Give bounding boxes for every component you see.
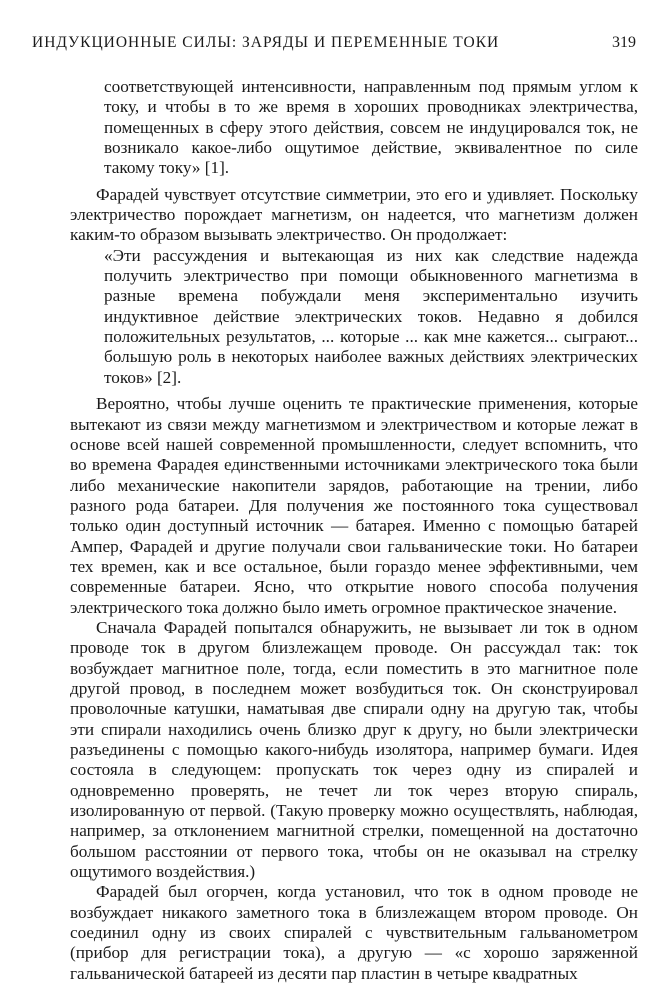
paragraph: Фарадей был огорчен, когда установил, что ток в одном проводе не возбуждает никакого заметного тока в близлежащем втором проводе. Он соединил одну из своих спиралей с чувствительным гальванометром (прибор для регистрации тока), а другую — «с хорошо заряженной гальванической батареей из десяти пар пластин в четыре квадратных: [70, 882, 638, 983]
paragraph: Фарадей чувствует отсутствие симметрии, это его и удивляет. Поскольку электричество порождает магнетизм, он надеется, что магнетизм должен каким-то образом вызывать электричество. Он продолжает:: [70, 184, 638, 245]
running-title: ИНДУКЦИОННЫЕ СИЛЫ: ЗАРЯДЫ И ПЕРЕМЕННЫЕ ТОКИ: [32, 34, 500, 51]
running-header: [32, 34, 636, 56]
quote-continuation: соответствующей интенсивности, направленным под прямым углом к току, и чтобы в то же время в хороших проводниках электричества, помещенных в сферу этого действия, совсем не индуцировался ток, не возникало какое-либо ощутимое действие, эквивалентное по силе такому току» [1].: [104, 77, 638, 178]
paragraph: Вероятно, чтобы лучше оценить те практические применения, которые вытекают из связи между магнетизмом и электричеством и которые лежат в основе всей нашей современной промышленности, следует вспомнить, что во времена Фарадея единственными источниками электрического тока были либо механические накопители зарядов, работающие на трении, либо разного рода батареи. Для получения же постоянного тока существовал только один доступный источник — батарея. Именно с помощью батарей Ампер, Фарадей и другие получали свои гальванические токи. Но батареи тех времен, как и все остальное, были гораздо менее эффективными, чем современные батареи. Ясно, что открытие нового способа получения электрического тока должно было иметь огромное практическое значение.: [70, 394, 638, 617]
body-text: [70, 77, 638, 984]
paragraph: Сначала Фарадей попытался обнаружить, не вызывает ли ток в одном проводе ток в другом близлежащем проводе. Он рассуждал так: ток возбуждает магнитное поле, тогда, если поместить в это магнитное поле другой провод, в последнем может возбудиться ток. Он сконструировал проволочные катушки, наматывая две спирали одну на другую так, чтобы эти спирали находились очень близко друг к другу, но были электрически разъединены с помощью какого-нибудь изолятора, например бумаги. Идея состояла в следующем: пропускать ток через одну из спиралей и одновременно проверять, не течет ли ток через вторую спираль, изолированную от первой. (Такую проверку можно осуществлять, наблюдая, например, за отклонением магнитной стрелки, помещенной на достаточно большом расстоянии от первого тока, чтобы он не оказывал на стрелку ощутимого воздействия.): [70, 617, 638, 882]
block-quote: «Эти рассуждения и вытекающая из них как следствие надежда получить электричество при помощи обыкновенного магнетизма в разные времена побуждали меня экспериментально изучить индуктивное действие электрических токов. Недавно я добился положительных результатов, ... которые ... как мне кажется... сыграют... большую роль в некоторых наиболее важных действиях электрических токов» [2].: [104, 245, 638, 387]
page-number: 319: [612, 34, 636, 51]
